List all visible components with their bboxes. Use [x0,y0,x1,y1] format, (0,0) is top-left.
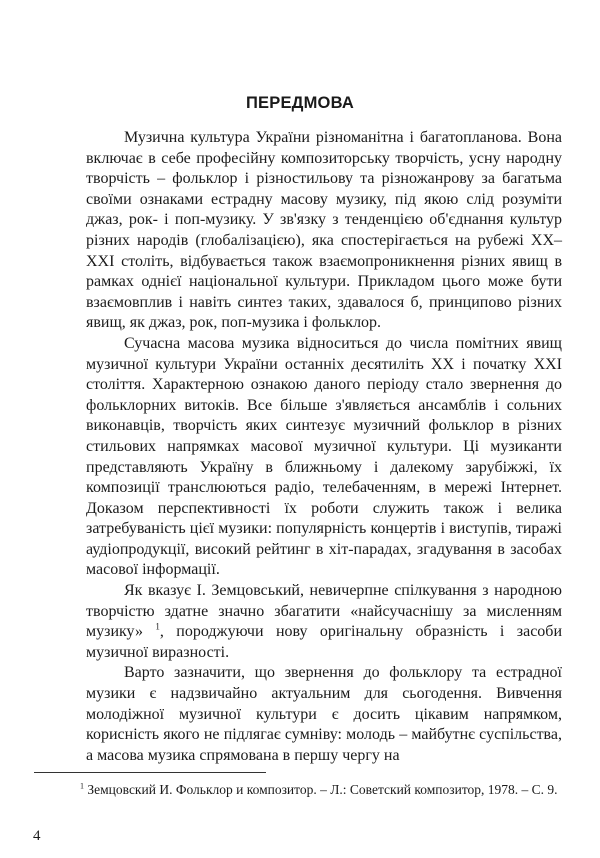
footnote-reference[interactable]: 1 [155,621,160,632]
page-number: 4 [33,828,41,844]
footnote-marker: 1 [80,781,84,791]
paragraph-3-text-before: Як вказує І. Земцовський, невичерпне спілкування з народною творчістю здатне значно збагатити «найсучаснішу за мисленням музику» [86,582,562,641]
paragraph-4: Варто зазначити, що звернення до фольклору та естрадної музики є надзвичайно актуальним для сьогодення. Вивчення молодіжної музичної культури є досить цікавим напрямком, корисність якого не підлягає сумніву: молодь – майбутнє суспільства, а масова музика спрямована в першу чергу на [86,664,562,764]
footnote-text: Земцовский И. Фольклор и композитор. – Л.: Советский композитор, 1978. – С. 9. [84,782,558,797]
footnote [34,780,564,799]
paragraph-3-text-after: , породжуючи нову оригінальну образність і засоби музичної виразності. [86,623,563,661]
page-title: ПЕРЕДМОВА [245,94,355,112]
paragraph-1: Музична культура України різноманітна і багатопланова. Вона включає в себе професійну композиторську творчість, усну народну творчість – фольклор і різностильову та різножанрову за багатьма своїми ознаками естрадну масову музику, під якою слід розуміти джаз, рок- і поп-музику. У зв'язку з тенденцією об'єднання культур різних народів (глобалізацією), яка спостерігається на рубежі XX–XXI століть, відбувається також взаємопроникнення різних явищ в рамках однієї національної культури. Прикладом цього може бути взаємовплив і навіть синтез таких, здавалося б, принципово різних явищ, як джаз, рок, поп-музика і фольклор. [86,129,562,332]
paragraph-3 [86,581,562,663]
footnote-divider [34,772,266,773]
body-text [86,128,562,766]
paragraph-2: Сучасна масова музика відноситься до числа помітних явищ музичної культури України останніх десятиліть XX і початку XXI століття. Характерною ознакою даного періоду стало звернення до фольклорних витоків. Все більше з'являється ансамблів і сольних виконавців, творчість яких синтезує музичний фольклор в різних стильових напрямках масової музичної культури. Ці музиканти представляють Україну в ближньому і далекому зарубіжжі, їх композиції транслюються радіо, телебаченням, в мережі Інтернет. Доказом перспективності їх роботи служить також і велика затребуваність цієї музики: популярність концертів і виступів, тиражі аудіопродукції, високий рейтинг в хіт-парадах, згадування в засобах масової інформації. [86,334,562,579]
